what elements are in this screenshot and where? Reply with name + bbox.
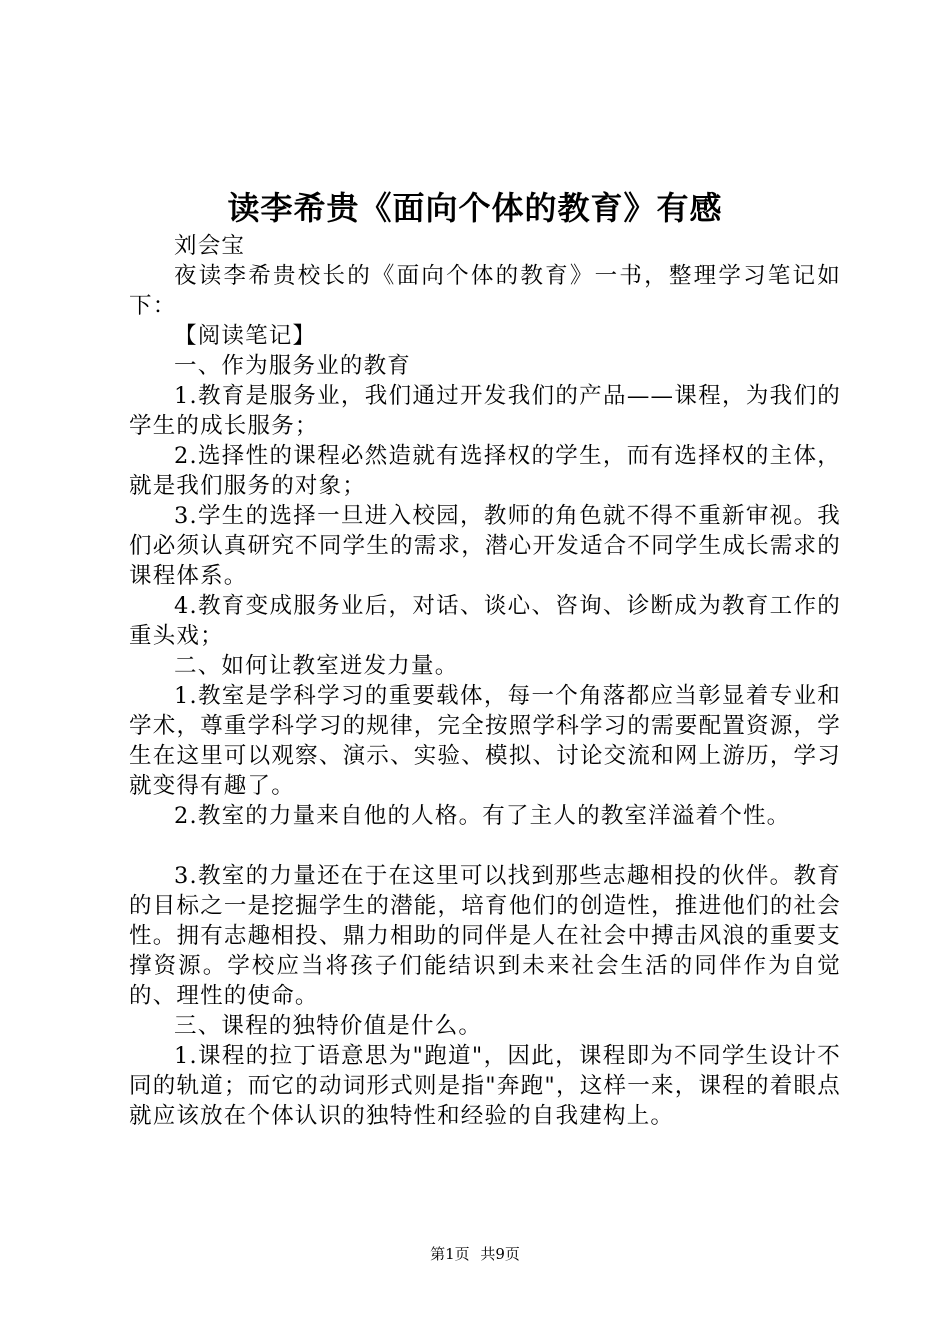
section-heading: 三、课程的独特价值是什么。 xyxy=(174,1013,483,1039)
paragraph: 1.教育是服务业，我们通过开发我们的产品——课程，为我们的学生的成长服务； xyxy=(129,383,841,439)
page-footer xyxy=(0,1244,950,1264)
paragraph: 夜读李希贵校长的《面向个体的教育》一书，整理学习笔记如下： xyxy=(129,263,841,319)
paragraph: 3.教室的力量还在于在这里可以找到那些志趣相投的伙伴。教育的目标之一是挖掘学生的潜能，培育他们的创造性，推进他们的社会性。拥有志趣相投、鼎力相助的同伴是人在社会中搏击风浪的重要支撑资源。学校应当将孩子们能结识到未来社会生活的同伴作为自觉的、理性的使命。 xyxy=(129,863,841,1009)
document-title: 读李希贵《面向个体的教育》有感 xyxy=(227,189,723,227)
page-number: 第1页 xyxy=(430,1245,470,1263)
author-line: 刘会宝 xyxy=(174,233,246,259)
paragraph: 【阅读笔记】 xyxy=(174,323,317,349)
paragraph: 3.学生的选择一旦进入校园，教师的角色就不得不重新审视。我们必须认真研究不同学生的需求，潜心开发适合不同学生成长需求的课程体系。 xyxy=(129,503,841,589)
paragraph: 2.教室的力量来自他的人格。有了主人的教室洋溢着个性。 xyxy=(174,803,791,829)
section-heading: 二、如何让教室迸发力量。 xyxy=(174,653,459,679)
paragraph: 2.选择性的课程必然造就有选择权的学生，而有选择权的主体，就是我们服务的对象； xyxy=(129,443,841,499)
paragraph: 1.教室是学科学习的重要载体，每一个角落都应当彰显着专业和学术，尊重学科学习的规律，完全按照学科学习的需要配置资源，学生在这里可以观察、演示、实验、模拟、讨论交流和网上游历，学习就变得有趣了。 xyxy=(129,683,841,799)
paragraph: 4.教育变成服务业后，对话、谈心、咨询、诊断成为教育工作的重头戏； xyxy=(129,593,841,649)
paragraph: 1.课程的拉丁语意思为"跑道"，因此，课程即为不同学生设计不同的轨道；而它的动词形式则是指"奔跑"，这样一来，课程的着眼点就应该放在个体认识的独特性和经验的自我建构上。 xyxy=(129,1043,841,1129)
document-body xyxy=(129,231,841,1131)
page-total: 共9页 xyxy=(480,1245,520,1263)
section-heading: 一、作为服务业的教育 xyxy=(174,353,412,379)
